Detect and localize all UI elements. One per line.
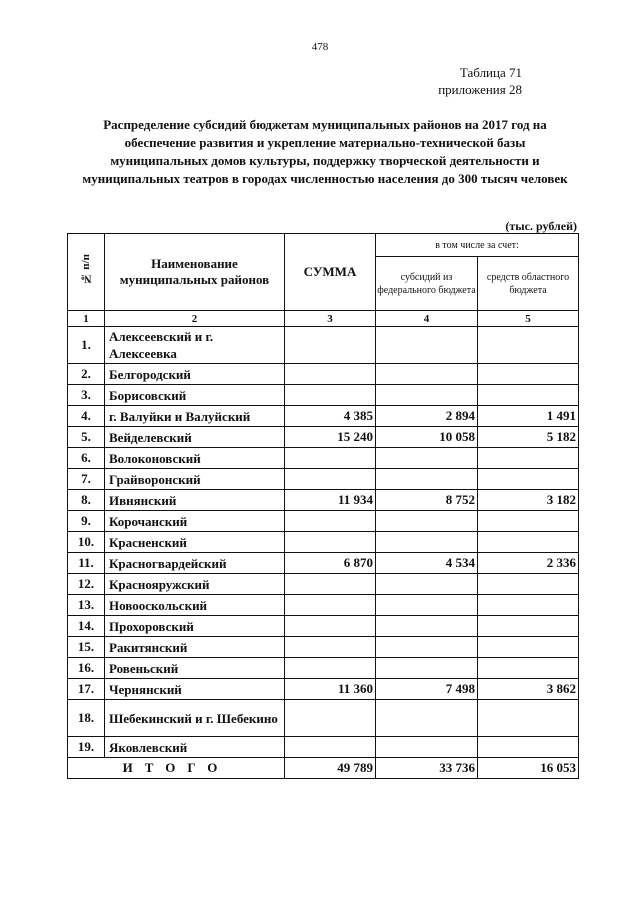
row-number: 17. (68, 679, 105, 700)
table-row (68, 364, 579, 385)
header-num-label: № п/п (80, 254, 92, 285)
table-ref-line2: приложения 28 (438, 82, 522, 97)
column-index: 5 (478, 311, 579, 327)
row-number: 3. (68, 385, 105, 406)
federal-value (376, 469, 478, 490)
column-index: 4 (376, 311, 478, 327)
sum-value (285, 385, 376, 406)
table-row (68, 658, 579, 679)
regional-value (478, 637, 579, 658)
federal-value (376, 532, 478, 553)
total-regional: 16 053 (478, 758, 579, 779)
total-label: ИТОГО (68, 758, 285, 779)
regional-value (478, 737, 579, 758)
column-index: 3 (285, 311, 376, 327)
federal-value: 7 498 (376, 679, 478, 700)
table-row (68, 700, 579, 737)
page-number: 478 (311, 41, 329, 53)
units-label: (тыс. рублей) (505, 219, 577, 233)
regional-value (478, 658, 579, 679)
row-number: 6. (68, 448, 105, 469)
regional-value (478, 532, 579, 553)
sum-value (285, 532, 376, 553)
total-federal: 33 736 (376, 758, 478, 779)
table-row (68, 406, 579, 427)
row-number: 5. (68, 427, 105, 448)
row-number: 15. (68, 637, 105, 658)
row-number: 16. (68, 658, 105, 679)
district-name: г. Валуйки и Валуйский (105, 406, 285, 427)
federal-value (376, 574, 478, 595)
federal-value: 2 894 (376, 406, 478, 427)
row-number: 2. (68, 364, 105, 385)
table-row (68, 737, 579, 758)
header-name: Наименование муниципальных районов (105, 234, 285, 311)
federal-value (376, 385, 478, 406)
sum-value: 6 870 (285, 553, 376, 574)
sum-value (285, 700, 376, 737)
sum-value: 4 385 (285, 406, 376, 427)
district-name: Чернянский (105, 679, 285, 700)
table-row (68, 490, 579, 511)
header-regional: средств областного бюджета (478, 257, 579, 311)
district-name: Белгородский (105, 364, 285, 385)
district-name: Краснояружский (105, 574, 285, 595)
table-row (68, 327, 579, 364)
row-number: 19. (68, 737, 105, 758)
table-ref-line1: Таблица 71 (459, 65, 522, 80)
sum-value (285, 364, 376, 385)
district-name: Ивнянский (105, 490, 285, 511)
district-name: Ровеньский (105, 658, 285, 679)
row-number: 9. (68, 511, 105, 532)
header-sum: СУММА (285, 234, 376, 311)
row-number: 13. (68, 595, 105, 616)
regional-value (478, 469, 579, 490)
regional-value: 5 182 (478, 427, 579, 448)
table-row (68, 553, 579, 574)
sum-value (285, 448, 376, 469)
district-name: Красногвардейский (105, 553, 285, 574)
district-name: Красненский (105, 532, 285, 553)
regional-value (478, 448, 579, 469)
federal-value (376, 658, 478, 679)
row-number: 7. (68, 469, 105, 490)
table-row (68, 469, 579, 490)
row-number: 1. (68, 327, 105, 364)
federal-value (376, 737, 478, 758)
regional-value (478, 616, 579, 637)
regional-value (478, 385, 579, 406)
federal-value: 10 058 (376, 427, 478, 448)
federal-value (376, 700, 478, 737)
federal-value (376, 327, 478, 364)
regional-value: 3 862 (478, 679, 579, 700)
district-name: Прохоровский (105, 616, 285, 637)
federal-value (376, 637, 478, 658)
regional-value (478, 700, 579, 737)
district-name: Шебекинский и г. Шебекино (105, 700, 285, 737)
sum-value (285, 737, 376, 758)
sum-value (285, 327, 376, 364)
district-name: Волоконовский (105, 448, 285, 469)
federal-value (376, 448, 478, 469)
district-name: Ракитянский (105, 637, 285, 658)
header-federal: субсидий из федерального бюджета (376, 257, 478, 311)
sum-value (285, 469, 376, 490)
sum-value: 11 360 (285, 679, 376, 700)
regional-value (478, 574, 579, 595)
subsidy-table (67, 233, 579, 779)
table-row (68, 616, 579, 637)
sum-value (285, 511, 376, 532)
district-name: Борисовский (105, 385, 285, 406)
row-number: 8. (68, 490, 105, 511)
table-row (68, 511, 579, 532)
table-row (68, 637, 579, 658)
sum-value (285, 658, 376, 679)
sum-value (285, 616, 376, 637)
table-row (68, 448, 579, 469)
document-title: Распределение субсидий бюджетам муниципальных районов на 2017 год на обеспечение развития и укрепление материально-технической базы муниципальных домов культуры, поддержку творческой деятельности и муниципальных театров в городах численностью населения до 300 тысяч человек (82, 117, 568, 186)
regional-value (478, 511, 579, 532)
federal-value (376, 595, 478, 616)
district-name: Грайворонский (105, 469, 285, 490)
column-index-row (68, 311, 579, 327)
column-index: 1 (68, 311, 105, 327)
total-sum: 49 789 (285, 758, 376, 779)
row-number: 14. (68, 616, 105, 637)
table-reference (438, 64, 522, 98)
table-row (68, 532, 579, 553)
table-row (68, 595, 579, 616)
district-name: Новооскольский (105, 595, 285, 616)
row-number: 12. (68, 574, 105, 595)
district-name: Яковлевский (105, 737, 285, 758)
regional-value (478, 364, 579, 385)
federal-value: 4 534 (376, 553, 478, 574)
table-row (68, 385, 579, 406)
federal-value: 8 752 (376, 490, 478, 511)
sum-value: 15 240 (285, 427, 376, 448)
federal-value (376, 616, 478, 637)
regional-value: 2 336 (478, 553, 579, 574)
federal-value (376, 364, 478, 385)
district-name: Вейделевский (105, 427, 285, 448)
regional-value: 3 182 (478, 490, 579, 511)
table-row (68, 679, 579, 700)
column-index: 2 (105, 311, 285, 327)
federal-value (376, 511, 478, 532)
table-row (68, 574, 579, 595)
sum-value (285, 595, 376, 616)
regional-value (478, 595, 579, 616)
district-name: Алексеевский и г. Алексеевка (105, 327, 285, 364)
row-number: 18. (68, 700, 105, 737)
district-name: Корочанский (105, 511, 285, 532)
regional-value: 1 491 (478, 406, 579, 427)
sum-value: 11 934 (285, 490, 376, 511)
total-row (68, 758, 579, 779)
header-group: в том числе за счет: (376, 234, 579, 257)
sum-value (285, 574, 376, 595)
regional-value (478, 327, 579, 364)
row-number: 10. (68, 532, 105, 553)
header-num (68, 234, 105, 311)
row-number: 4. (68, 406, 105, 427)
sum-value (285, 637, 376, 658)
row-number: 11. (68, 553, 105, 574)
table-row (68, 427, 579, 448)
